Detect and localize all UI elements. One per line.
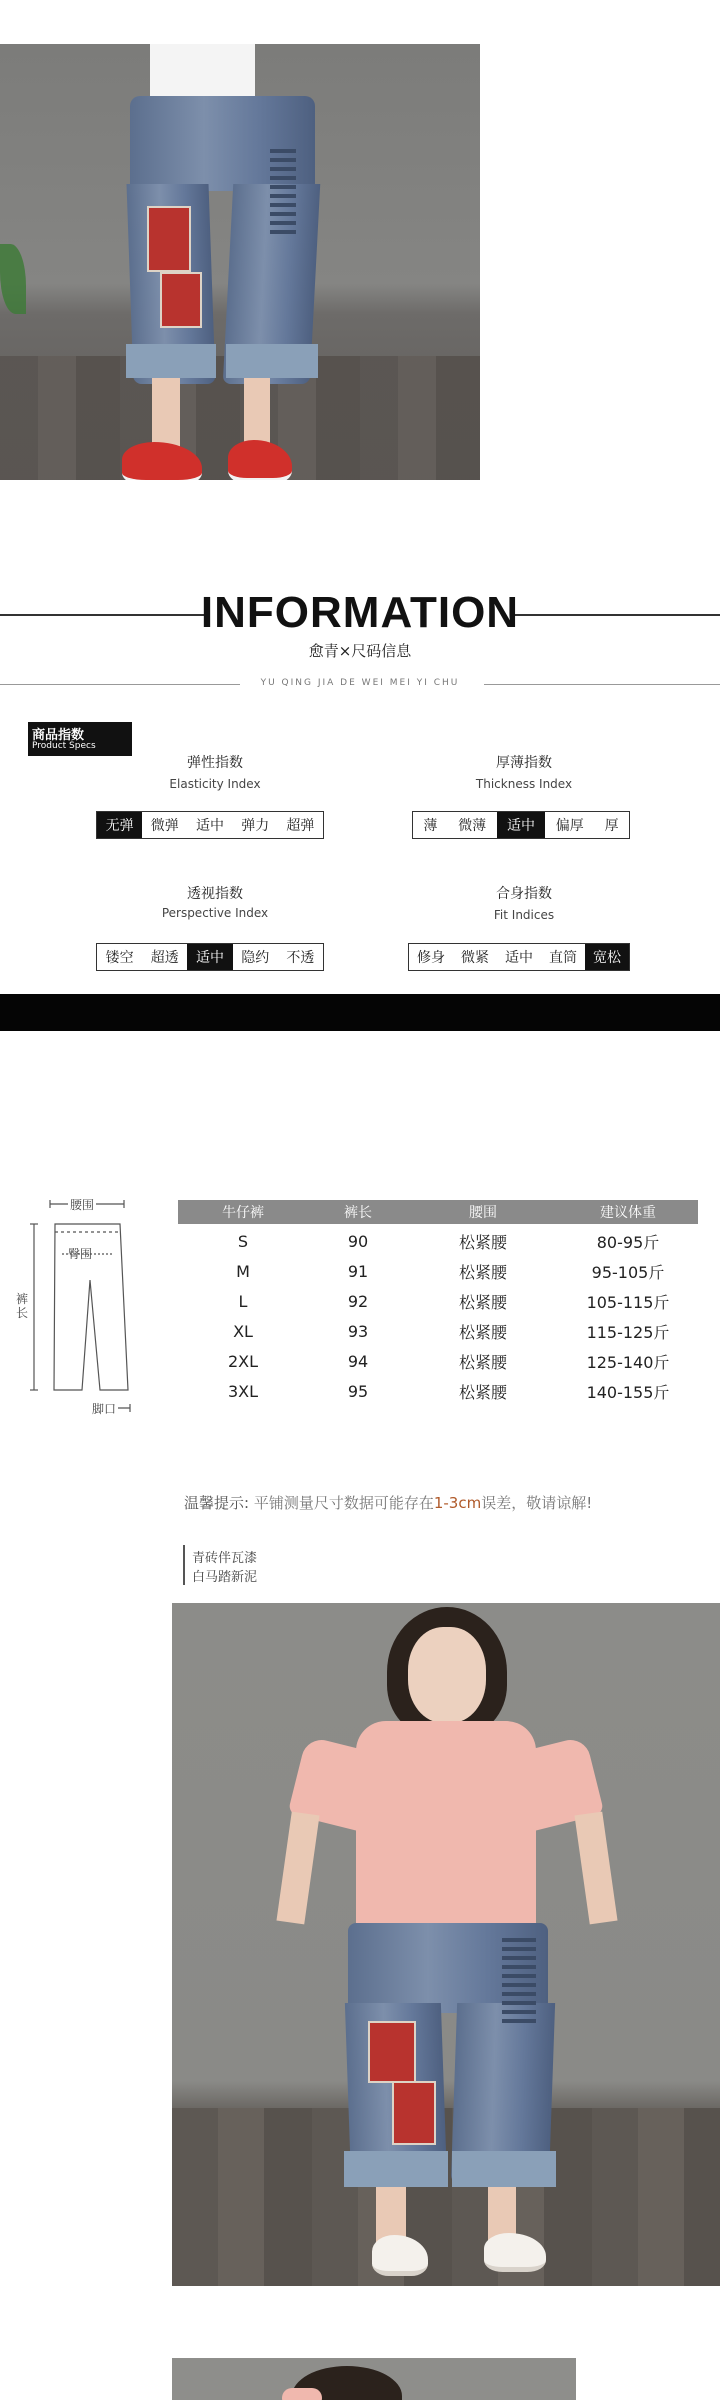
scale-option: 适中 — [196, 818, 224, 834]
table-row — [178, 1226, 698, 1256]
jeans-cuff-right — [226, 344, 318, 378]
elasticity-scale — [96, 811, 324, 839]
scale-option: 薄 — [423, 818, 438, 834]
arm — [276, 1812, 319, 1925]
arm — [574, 1812, 617, 1925]
tip-label: 温馨提示: — [184, 1494, 250, 1512]
product-photo-2 — [172, 1603, 720, 2286]
size-cell: S — [237, 1231, 249, 1251]
scale-option: 弹力 — [241, 818, 270, 834]
table-row — [178, 1346, 698, 1376]
scale-option: 宽松 — [585, 944, 629, 970]
header-cell: 牛仔裤 — [222, 1205, 264, 1221]
scale-option: 适中 — [505, 950, 533, 966]
diagram-hem-label: 脚口 — [92, 1402, 117, 1416]
weight-cell: 80-95斤 — [596, 1232, 660, 1252]
diagram-waist-label: 腰围 — [70, 1198, 95, 1212]
tip-highlight: 1-3cm — [433, 1494, 482, 1512]
scale-option: 直筒 — [549, 950, 577, 966]
jeans-cuff-right — [452, 2151, 556, 2187]
scale-option: 镂空 — [105, 950, 134, 966]
length-cell: 94 — [347, 1351, 369, 1371]
scale-option: 适中 — [187, 944, 232, 970]
perspective-en: Perspective Index — [161, 906, 269, 920]
jeans-cuff-left — [126, 344, 216, 378]
size-cell: XL — [233, 1321, 253, 1341]
scale-option: 微薄 — [458, 818, 487, 834]
size-cell: M — [236, 1261, 250, 1281]
poem-line: 白马踏新泥 — [192, 1570, 258, 1585]
fit-scale — [408, 943, 630, 971]
diagram-hip-label: 臀围 — [68, 1247, 93, 1261]
jeans-cuff-left — [344, 2151, 448, 2187]
scale-option: 超弹 — [286, 818, 315, 834]
elasticity-title: 弹性指数 — [187, 755, 243, 771]
pink-top-body — [356, 1753, 536, 1943]
waist-cell: 松紧腰 — [458, 1292, 507, 1312]
embroidered-patch — [160, 272, 202, 328]
header-cell: 建议体重 — [600, 1205, 656, 1221]
header-cell: 裤长 — [344, 1205, 372, 1221]
face — [408, 1627, 486, 1723]
scale-option: 不透 — [286, 950, 315, 966]
length-cell: 93 — [347, 1321, 369, 1341]
plant-leaf — [0, 244, 26, 314]
scale-option: 无弹 — [97, 812, 142, 838]
wood-floor — [172, 2108, 720, 2286]
length-cell: 95 — [347, 1381, 369, 1401]
perspective-scale — [96, 943, 324, 971]
scale-option: 微紧 — [461, 950, 489, 966]
length-cell: 91 — [347, 1261, 369, 1281]
product-photo-1 — [0, 44, 480, 480]
measurement-tip — [184, 1492, 592, 1513]
specs-tag-en: Product Specs — [32, 741, 96, 751]
table-row — [178, 1256, 698, 1286]
header-cell: 腰围 — [469, 1205, 497, 1221]
poem-accent-bar — [183, 1545, 185, 1585]
scale-option: 适中 — [497, 812, 546, 838]
elasticity-en: Elasticity Index — [169, 777, 261, 791]
perspective-title: 透视指数 — [187, 886, 243, 902]
length-cell: 92 — [347, 1291, 369, 1311]
weight-cell: 105-115斤 — [586, 1292, 670, 1312]
scale-option: 厚 — [604, 818, 619, 834]
weight-cell: 115-125斤 — [586, 1322, 670, 1342]
tip-text: 平铺测量尺寸数据可能存在 — [249, 1494, 434, 1512]
waist-cell: 松紧腰 — [458, 1262, 507, 1282]
leg — [244, 378, 270, 448]
stitch-pattern — [502, 1933, 536, 2023]
size-table-header — [178, 1200, 698, 1224]
section-divider-bar — [0, 994, 720, 1031]
tip-text: 误差，敬请谅解! — [481, 1494, 593, 1512]
waist-cell: 松紧腰 — [458, 1382, 507, 1402]
table-row — [178, 1316, 698, 1346]
embroidered-patch — [392, 2081, 436, 2145]
scale-option: 偏厚 — [555, 818, 584, 834]
product-photo-3 — [172, 2358, 576, 2400]
stitch-pattern — [270, 144, 296, 234]
size-cell: 2XL — [227, 1351, 259, 1371]
pinyin-caption: YU QING JIA DE WEI MEI YI CHU — [260, 678, 460, 688]
leg — [152, 378, 180, 448]
pink-top-hood — [282, 2388, 322, 2400]
thickness-scale — [412, 811, 630, 839]
scale-option: 微弹 — [150, 818, 179, 834]
thickness-en: Thickness Index — [475, 777, 573, 791]
specs-tag-cn: 商品指数 — [32, 728, 85, 743]
product-specs-tag — [28, 722, 132, 756]
diagram-length-label: 裤长 — [16, 1292, 29, 1320]
weight-cell: 140-155斤 — [586, 1382, 670, 1402]
length-cell: 90 — [347, 1231, 369, 1251]
waist-cell: 松紧腰 — [458, 1322, 507, 1342]
waist-cell: 松紧腰 — [458, 1352, 507, 1372]
scale-option: 超透 — [150, 950, 179, 966]
pants-diagram — [10, 1190, 150, 1420]
section-title: INFORMATION — [200, 588, 520, 637]
weight-cell: 95-105斤 — [591, 1262, 665, 1282]
size-cell: 3XL — [227, 1381, 259, 1401]
table-row — [178, 1286, 698, 1316]
fit-en: Fit Indices — [493, 908, 555, 922]
section-subtitle: 愈青×尺码信息 — [308, 642, 412, 660]
size-cell: L — [238, 1291, 248, 1311]
thickness-title: 厚薄指数 — [496, 755, 552, 771]
fit-title: 合身指数 — [496, 886, 552, 902]
scale-option: 隐约 — [241, 950, 270, 966]
table-row — [178, 1376, 698, 1406]
weight-cell: 125-140斤 — [586, 1352, 670, 1372]
embroidered-patch — [368, 2021, 416, 2083]
poem-line: 青砖伴瓦漆 — [192, 1551, 258, 1566]
embroidered-patch — [147, 206, 191, 272]
waist-cell: 松紧腰 — [458, 1232, 507, 1252]
scale-option: 修身 — [417, 950, 445, 966]
